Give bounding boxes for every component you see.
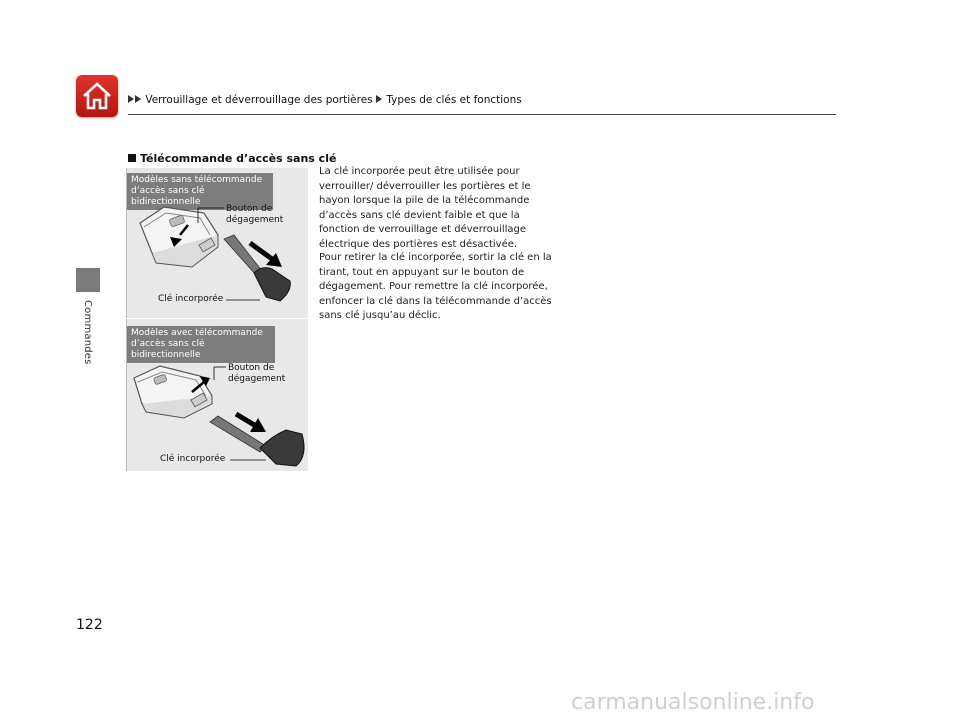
- breadcrumb-link-key-types[interactable]: Types de clés et fonctions: [386, 94, 522, 106]
- breadcrumb-link-locking[interactable]: Verrouillage et déverrouillage des portières: [145, 94, 373, 106]
- label-line: Bouton de: [228, 363, 275, 373]
- body-paragraph-2: Pour retirer la clé incorporée, sortir la clé en la tirant, tout en appuyant sur le bouton de dégagement. Pour remettre la clé incorporée, enfoncer la clé dans la télécommande d’accès sans clé jusqu’au déclic.: [319, 252, 552, 322]
- section-title: [128, 152, 336, 165]
- badge-line: Modèles avec télécommande: [131, 328, 263, 338]
- chevron-right-icon: [376, 95, 382, 103]
- label-line: dégagement: [226, 215, 284, 225]
- panel-divider: [126, 318, 308, 319]
- home-icon: [81, 80, 113, 112]
- watermark: carmanualsonline.info: [571, 690, 815, 715]
- section-title-text: Télécommande d’accès sans clé: [140, 152, 337, 165]
- chapter-label: Commandes: [82, 300, 93, 365]
- label-line: Bouton de: [226, 204, 273, 214]
- label-embedded-key-1: Clé incorporée: [158, 294, 224, 304]
- label-embedded-key-2: Clé incorporée: [160, 454, 226, 464]
- label-release-button-2: [228, 363, 285, 385]
- label-line: dégagement: [228, 374, 286, 384]
- home-button[interactable]: [76, 75, 118, 117]
- page-number: 122: [76, 617, 103, 633]
- label-release-button-1: [226, 204, 283, 226]
- badge-line: d’accès sans clé bidirectionnelle: [131, 339, 205, 360]
- chevron-right-icon: [128, 95, 134, 103]
- badge-line: Modèles sans télécommande: [131, 175, 263, 185]
- breadcrumb: [128, 94, 522, 106]
- embedded-key-1: [224, 235, 290, 301]
- body-paragraph-1: La clé incorporée peut être utilisée pour verrouiller/ déverrouiller les portières et le hayon lorsque la pile de la télécommande d’accès sans clé devient faible et que la fonction de verrouillage et déverrouillage électrique des portières est désactivée.: [319, 166, 531, 250]
- key-fob-2: [134, 366, 212, 418]
- badge-line: d’accès sans clé bidirectionnelle: [131, 186, 205, 207]
- chapter-tab[interactable]: [76, 268, 100, 292]
- header-rule: [128, 114, 836, 115]
- square-bullet-icon: [128, 154, 136, 162]
- pull-direction-arrow-2: [236, 414, 266, 432]
- chevron-right-icon: [135, 95, 141, 103]
- key-fob-1: [140, 207, 218, 267]
